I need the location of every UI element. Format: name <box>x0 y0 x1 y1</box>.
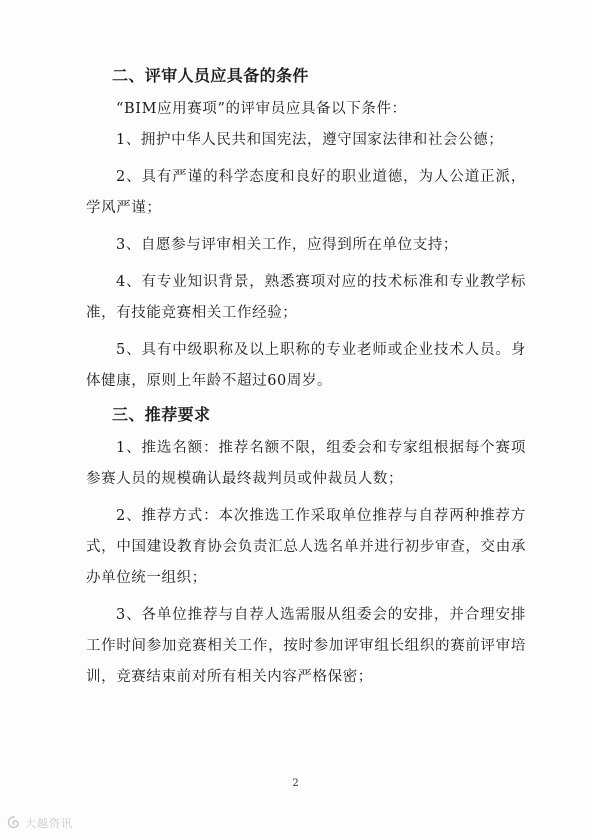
requirement-item-1: 1、推选名额：推荐名额不限，组委会和专家组根据每个赛项参赛人员的规模确认最终裁判员或仲裁员人数； <box>86 440 526 487</box>
condition-item-4: 4、有专业知识背景，熟悉赛项对应的技术标准和专业教学标准，有技能竞赛相关工作经验； <box>86 274 526 321</box>
watermark-text: 大越资讯 <box>25 817 73 830</box>
section-heading-requirements: 三、推荐要求 <box>112 405 211 424</box>
page-number: 2 <box>292 778 299 789</box>
condition-item-5: 5、具有中级职称及以上职称的专业老师或企业技术人员。身体健康，原则上年龄不超过60周岁。 <box>86 342 526 389</box>
swirl-logo-icon <box>6 815 22 831</box>
section-heading-conditions: 二、评审人员应具备的条件 <box>112 66 309 85</box>
condition-item-2: 2、具有严谨的科学态度和良好的职业道德，为人公道正派，学风严谨； <box>86 169 526 216</box>
requirement-item-2: 2、推荐方式：本次推选工作采取单位推荐与自荐两种推荐方式，中国建设教育协会负责汇总人选名单并进行初步审查，交由承办单位统一组织； <box>86 508 526 586</box>
document-body <box>86 64 526 693</box>
watermark <box>6 815 73 831</box>
section-intro: “BIM应用赛项”的评审员应具备以下条件： <box>116 101 407 117</box>
requirement-item-3: 3、各单位推荐与自荐人选需服从组委会的安排，并合理安排工作时间参加竞赛相关工作，按时参加评审组长组织的赛前评审培训，竞赛结束前对所有相关内容严格保密； <box>86 607 526 685</box>
condition-item-3: 3、自愿参与评审相关工作，应得到所在单位支持； <box>116 237 459 253</box>
condition-item-1: 1、拥护中华人民共和国宪法，遵守国家法律和社会公德； <box>116 132 504 148</box>
